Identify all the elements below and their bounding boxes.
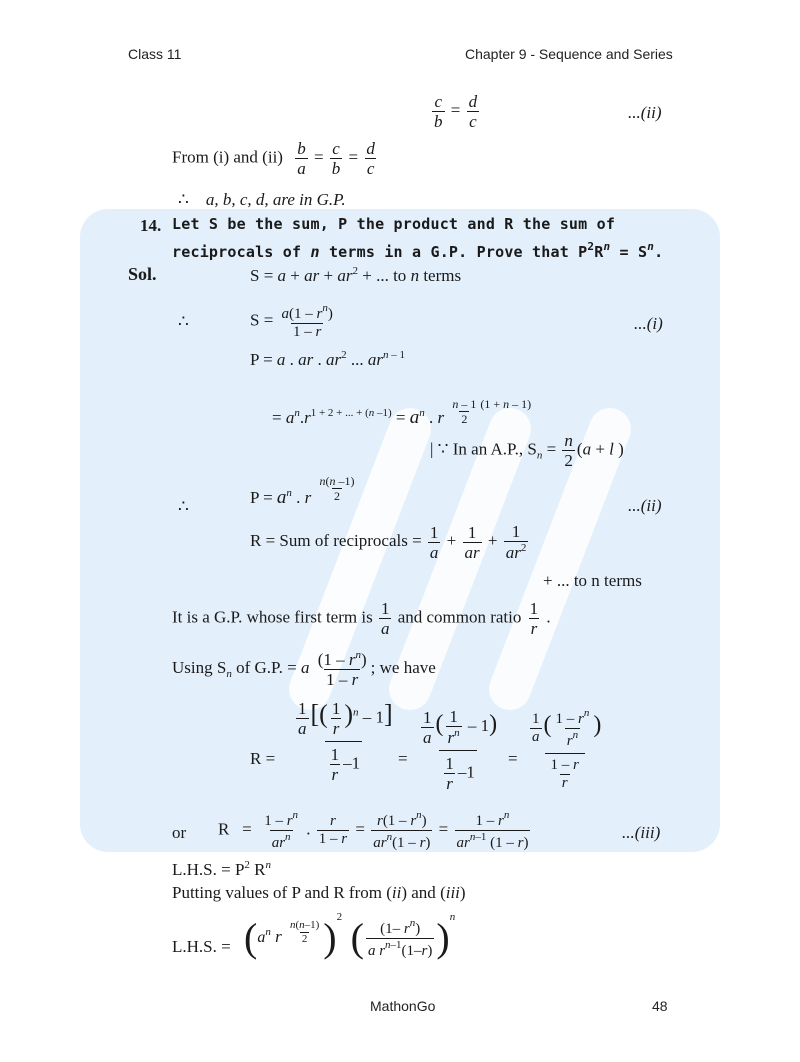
- r-frac-1: $\frac{1}{a}$ [( $\frac{1}{r}$ )$^n$ – 1] $\frac{1}{r}$ –1: [298, 699, 393, 784]
- tag-ii-top: ...(ii): [628, 103, 662, 122]
- page-number: 48: [652, 998, 668, 1014]
- header-class: Class 11: [128, 46, 182, 62]
- lhs2-label: L.H.S. =: [172, 937, 231, 956]
- r-final: R = $\frac{1 - r^n}{ar^n}$ . $\frac{r}{1 - r}$ = $\frac{r(1 - r^n)}{ar^n(1 - r)}$ = $\frac{1 - r^n}{ar^{n-1} (1 - r)}$: [218, 809, 529, 851]
- r-frac-2: $\frac{1}{a}$ ( $\frac{1}{r^n}$ – 1) $\frac{1}{r}$ –1: [423, 707, 498, 793]
- putting-values-line: Putting values of P and R from (ii) and (iii): [172, 883, 466, 902]
- question-line-1: Let S be the sum, P the product and R the sum of: [172, 215, 616, 233]
- gp-statement: It is a G.P. whose first term is $\frac{1}{a}$ and common ratio $\frac{1}{r}$ .: [172, 599, 551, 638]
- tag-i: ...(i): [634, 314, 663, 333]
- plus-terms: + ... to n terms: [543, 571, 642, 590]
- eq-sign-2: =: [508, 749, 518, 768]
- therefore-gp-line: ∴ a, b, c, d, are in G.P.: [178, 190, 346, 209]
- r-label: R =: [250, 749, 276, 768]
- question-number: 14.: [140, 216, 162, 235]
- p-definition: P = a . ar . $ar^2$ ... $ar^{n - 1}$: [250, 349, 406, 369]
- tag-ii: ...(ii): [628, 496, 662, 515]
- solution-label: Sol.: [128, 264, 157, 284]
- p-expansion: = $a^n.r^{1 + 2 + ... + (n -1)} = a^n$ . r $\frac{n - 1}{2}$ $^{(1 + n - 1)}$: [272, 397, 532, 428]
- p-result: $P = a^n$ . r $\frac{n(n -1)}{2}$: [250, 474, 355, 508]
- therefore-1: ∴: [178, 312, 189, 331]
- eq-sign-1: =: [398, 749, 408, 768]
- eq-c-b-d-c: $\frac{c}{b}$ = $\frac{d}{c}$: [434, 92, 478, 131]
- lhs2-expression: ($a^n$ r $\frac{n(n-1)}{2}$ )$^2$ ( $\frac{(1- r^n)}{a r^{n-1}(1-r)}$ )$^n$: [244, 911, 456, 961]
- r-definition: R = Sum of reciprocals = $\frac{1}{a}$ + $\frac{1}{ar}$ + $\frac{1}{ar^2}$: [250, 522, 527, 562]
- header-chapter: Chapter 9 - Sequence and Series: [465, 46, 673, 62]
- s-formula: S = $\frac{a(1 - r^n)}{1 - r}$: [250, 302, 333, 340]
- from-i-ii-line: From (i) and (ii) $\frac{b}{a}$ = $\frac{c}{b}$ = $\frac{d}{c}$: [172, 139, 375, 178]
- ap-note: | ∵ In an A.P., $S_n$ = $\frac{n}{2}$ (a + l ): [430, 431, 624, 470]
- r-frac-3: $\frac{1}{a}$ ( $\frac{1 - r^n}{r^n}$ ) $\frac{1 - r}{r}$: [532, 707, 602, 791]
- s-definition: S = a + ar + $ar^2$ + ... to n terms: [250, 265, 462, 285]
- therefore-2: ∴: [178, 497, 189, 516]
- lhs-line: L.H.S. = $P^2$ $R^n$: [172, 859, 272, 879]
- or-label: or: [172, 823, 187, 842]
- footer-brand: MathonGo: [370, 998, 436, 1014]
- tag-iii: ...(iii): [622, 823, 661, 842]
- question-line-2: reciprocals of n terms in a G.P. Prove that $P^2R^n = S^n$.: [172, 240, 664, 261]
- using-sn-line: Using $S_n$ of G.P. = a $\frac{(1 - r^n)}{1 - r}$ ; we have: [172, 649, 436, 689]
